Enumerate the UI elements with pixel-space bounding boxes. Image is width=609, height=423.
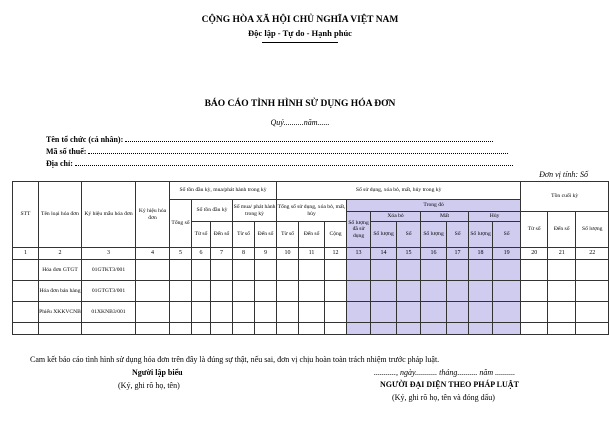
address-field[interactable] [75,158,513,166]
table-cell[interactable] [299,323,325,335]
legal-rep-title: NGƯỜI ĐẠI DIỆN THEO PHÁP LUẬT [380,380,519,389]
column-number: 7 [211,248,233,260]
header-cancelled-number: Số [493,222,521,248]
preparer-title: Người lập biểu [132,368,183,377]
table-row [13,281,609,302]
table-row [13,302,609,323]
table-cell[interactable] [493,260,521,281]
table-cell[interactable] [136,260,170,281]
table-cell[interactable] [521,302,548,323]
template-code-cell[interactable]: 01GTKT3/001 [82,260,136,281]
report-title: BÁO CÁO TÌNH HÌNH SỬ DỤNG HÓA ĐƠN [204,99,396,109]
date-line: ..........., ngày........... tháng.......... năm .......... [374,368,516,377]
table-cell[interactable] [548,323,576,335]
column-number: 5 [170,248,192,260]
table-cell[interactable] [521,323,548,335]
table-cell[interactable] [277,302,299,323]
table-cell[interactable] [170,302,192,323]
table-cell[interactable] [576,323,609,335]
column-number: 3 [82,248,136,260]
header-purchased-to: Đến số [255,222,277,248]
header-closing-to: Đến số [548,212,576,248]
table-cell[interactable] [421,281,447,302]
table-cell[interactable] [233,323,255,335]
header-purchased-from: Từ số [233,222,255,248]
header-used-count: Số lượng đã sử dụng [347,212,371,248]
table-cell[interactable] [421,302,447,323]
column-number: 16 [421,248,447,260]
table-cell[interactable] [325,281,347,302]
table-cell[interactable] [233,281,255,302]
column-number: 9 [255,248,277,260]
column-number: 8 [233,248,255,260]
header-deleted-qty: Số lượng [371,222,397,248]
table-cell[interactable] [469,323,493,335]
column-number: 19 [493,248,521,260]
invoice-type-cell[interactable]: Phiếu XKKVCNB [39,302,82,323]
table-cell[interactable] [277,281,299,302]
table-cell[interactable] [192,323,211,335]
header-closing-qty: Số lượng [576,212,609,248]
table-cell[interactable] [469,302,493,323]
table-cell[interactable] [347,302,371,323]
header-lost: Mất [421,212,469,222]
template-code-cell[interactable]: 01XKNB3/001 [82,302,136,323]
org-name-line [46,134,493,144]
table-cell[interactable] [347,323,371,335]
table-cell[interactable] [325,260,347,281]
column-number: 18 [469,248,493,260]
table-row [13,323,609,335]
table-cell[interactable] [521,260,548,281]
table-cell[interactable] [397,323,421,335]
table-cell[interactable] [211,281,233,302]
table-cell[interactable] [211,302,233,323]
table-cell[interactable] [548,260,576,281]
table-cell[interactable] [447,302,469,323]
address-line [46,158,513,168]
preparer-sign-note: (Ký, ghi rõ họ, tên) [118,381,180,390]
table-cell[interactable] [548,302,576,323]
table-cell[interactable] [371,260,397,281]
header-purchased: Số mua/ phát hành trong kỳ [233,200,277,222]
table-cell[interactable] [233,302,255,323]
header-used-to: Đến số [299,222,325,248]
table-cell[interactable] [521,281,548,302]
header-lost-number: Số [447,222,469,248]
table-cell[interactable] [421,323,447,335]
table-cell[interactable] [447,323,469,335]
header-used-section: Số sử dụng, xóa bỏ, mất, hủy trong kỳ [277,182,521,200]
column-number: 2 [39,248,82,260]
report-quarter: Quý..........năm...... [270,118,330,127]
table-cell[interactable] [255,302,277,323]
table-cell[interactable] [493,281,521,302]
table-cell[interactable] [325,323,347,335]
header-used-sum: Cộng [325,222,347,248]
org-name-label: Tên tổ chức (cá nhân): [46,135,124,144]
table-cell[interactable] [277,260,299,281]
table-cell[interactable] [397,260,421,281]
tax-code-line [46,146,508,156]
table-cell[interactable] [136,323,170,335]
table-cell[interactable] [13,260,39,281]
header-used-from: Từ số [277,222,299,248]
table-cell[interactable] [447,281,469,302]
column-number: 17 [447,248,469,260]
column-number: 15 [397,248,421,260]
table-cell[interactable] [192,302,211,323]
column-number: 21 [548,248,576,260]
unit-label: Đơn vị tính: Số [539,170,588,179]
tax-code-field[interactable] [88,146,508,154]
header-used-total: Tổng số sử dụng, xóa bỏ, mất, hủy [277,200,347,222]
invoice-type-cell[interactable]: Hóa đơn bán hàng [39,281,82,302]
column-number-row [13,248,609,260]
table-cell[interactable] [277,323,299,335]
table-cell[interactable] [469,260,493,281]
table-cell[interactable] [233,260,255,281]
header-opening: Số tồn đầu kỳ, mua/phát hành trong kỳ [170,182,277,200]
header-cancelled: Hủy [469,212,521,222]
table-cell[interactable] [299,260,325,281]
table-cell[interactable] [299,281,325,302]
column-number: 1 [13,248,39,260]
table-cell[interactable] [325,302,347,323]
table-cell[interactable] [255,281,277,302]
table-cell[interactable] [371,323,397,335]
table-cell[interactable] [397,281,421,302]
table-cell[interactable] [211,260,233,281]
header-template-code: Ký hiệu mẫu hóa đơn [82,182,136,248]
motto-underline [262,42,338,43]
table-cell[interactable] [576,281,609,302]
motto: Độc lập - Tự do - Hạnh phúc [248,28,352,38]
national-title: CỘNG HÒA XÃ HỘI CHỦ NGHĨA VIỆT NAM [201,15,399,25]
table-cell[interactable] [39,323,82,335]
header-deleted-number: Số [397,222,421,248]
column-number: 13 [347,248,371,260]
header-symbol: Ký hiệu hóa đơn [136,182,170,248]
invoice-type-cell[interactable]: Hóa đơn GTGT [39,260,82,281]
header-opening-stock: Số tồn đầu kỳ [192,200,233,222]
header-opening-from: Từ số [192,222,211,248]
header-deleted: Xóa bỏ [371,212,421,222]
header-total: Tổng số [170,200,192,248]
table-cell[interactable] [548,281,576,302]
header-closing: Tồn cuối kỳ [521,182,609,212]
table-cell[interactable] [493,302,521,323]
column-number: 4 [136,248,170,260]
table-cell[interactable] [576,260,609,281]
header-cancelled-qty: Số lượng [469,222,493,248]
table-cell[interactable] [170,260,192,281]
column-number: 12 [325,248,347,260]
legal-rep-sign-note: (Ký, ghi rõ họ, tên và đóng dấu) [392,393,495,402]
header-including: Trong đó [347,200,521,212]
table-cell[interactable] [347,281,371,302]
column-number: 14 [371,248,397,260]
table-cell[interactable] [192,260,211,281]
table-cell[interactable] [136,302,170,323]
table-cell[interactable] [255,323,277,335]
table-cell[interactable] [371,281,397,302]
table-cell[interactable] [13,302,39,323]
invoice-usage-table [12,181,609,335]
table-cell[interactable] [447,260,469,281]
table-cell[interactable] [469,281,493,302]
header-opening-to: Đến số [211,222,233,248]
column-number: 10 [277,248,299,260]
header-stt: STT [13,182,39,248]
table-cell[interactable] [170,323,192,335]
table-cell[interactable] [170,281,192,302]
table-row [13,260,609,281]
table-cell[interactable] [493,323,521,335]
table-cell[interactable] [192,281,211,302]
header-invoice-type: Tên loại hóa đơn [39,182,82,248]
table-cell[interactable] [82,323,136,335]
commitment-text: Cam kết báo cáo tình hình sử dụng hóa đơn trên đây là đúng sự thật, nếu sai, đơn vị chịu hoàn toàn trách nhiệm trước pháp luật. [30,355,440,364]
address-label: Địa chỉ: [46,159,73,168]
header-closing-from: Từ số [521,212,548,248]
header-lost-qty: Số lượng [421,222,447,248]
template-code-cell[interactable]: 01GTGT3/001 [82,281,136,302]
column-number: 11 [299,248,325,260]
table-cell[interactable] [136,281,170,302]
column-number: 6 [192,248,211,260]
table-cell[interactable] [371,302,397,323]
column-number: 22 [576,248,609,260]
table-cell[interactable] [13,281,39,302]
table-cell[interactable] [347,260,371,281]
table-cell[interactable] [13,323,39,335]
table-cell[interactable] [211,323,233,335]
table-cell[interactable] [299,302,325,323]
table-cell[interactable] [421,260,447,281]
org-name-field[interactable] [125,134,493,142]
table-cell[interactable] [397,302,421,323]
table-cell[interactable] [576,302,609,323]
tax-code-label: Mã số thuế: [46,147,87,156]
table-cell[interactable] [255,260,277,281]
column-number: 20 [521,248,548,260]
